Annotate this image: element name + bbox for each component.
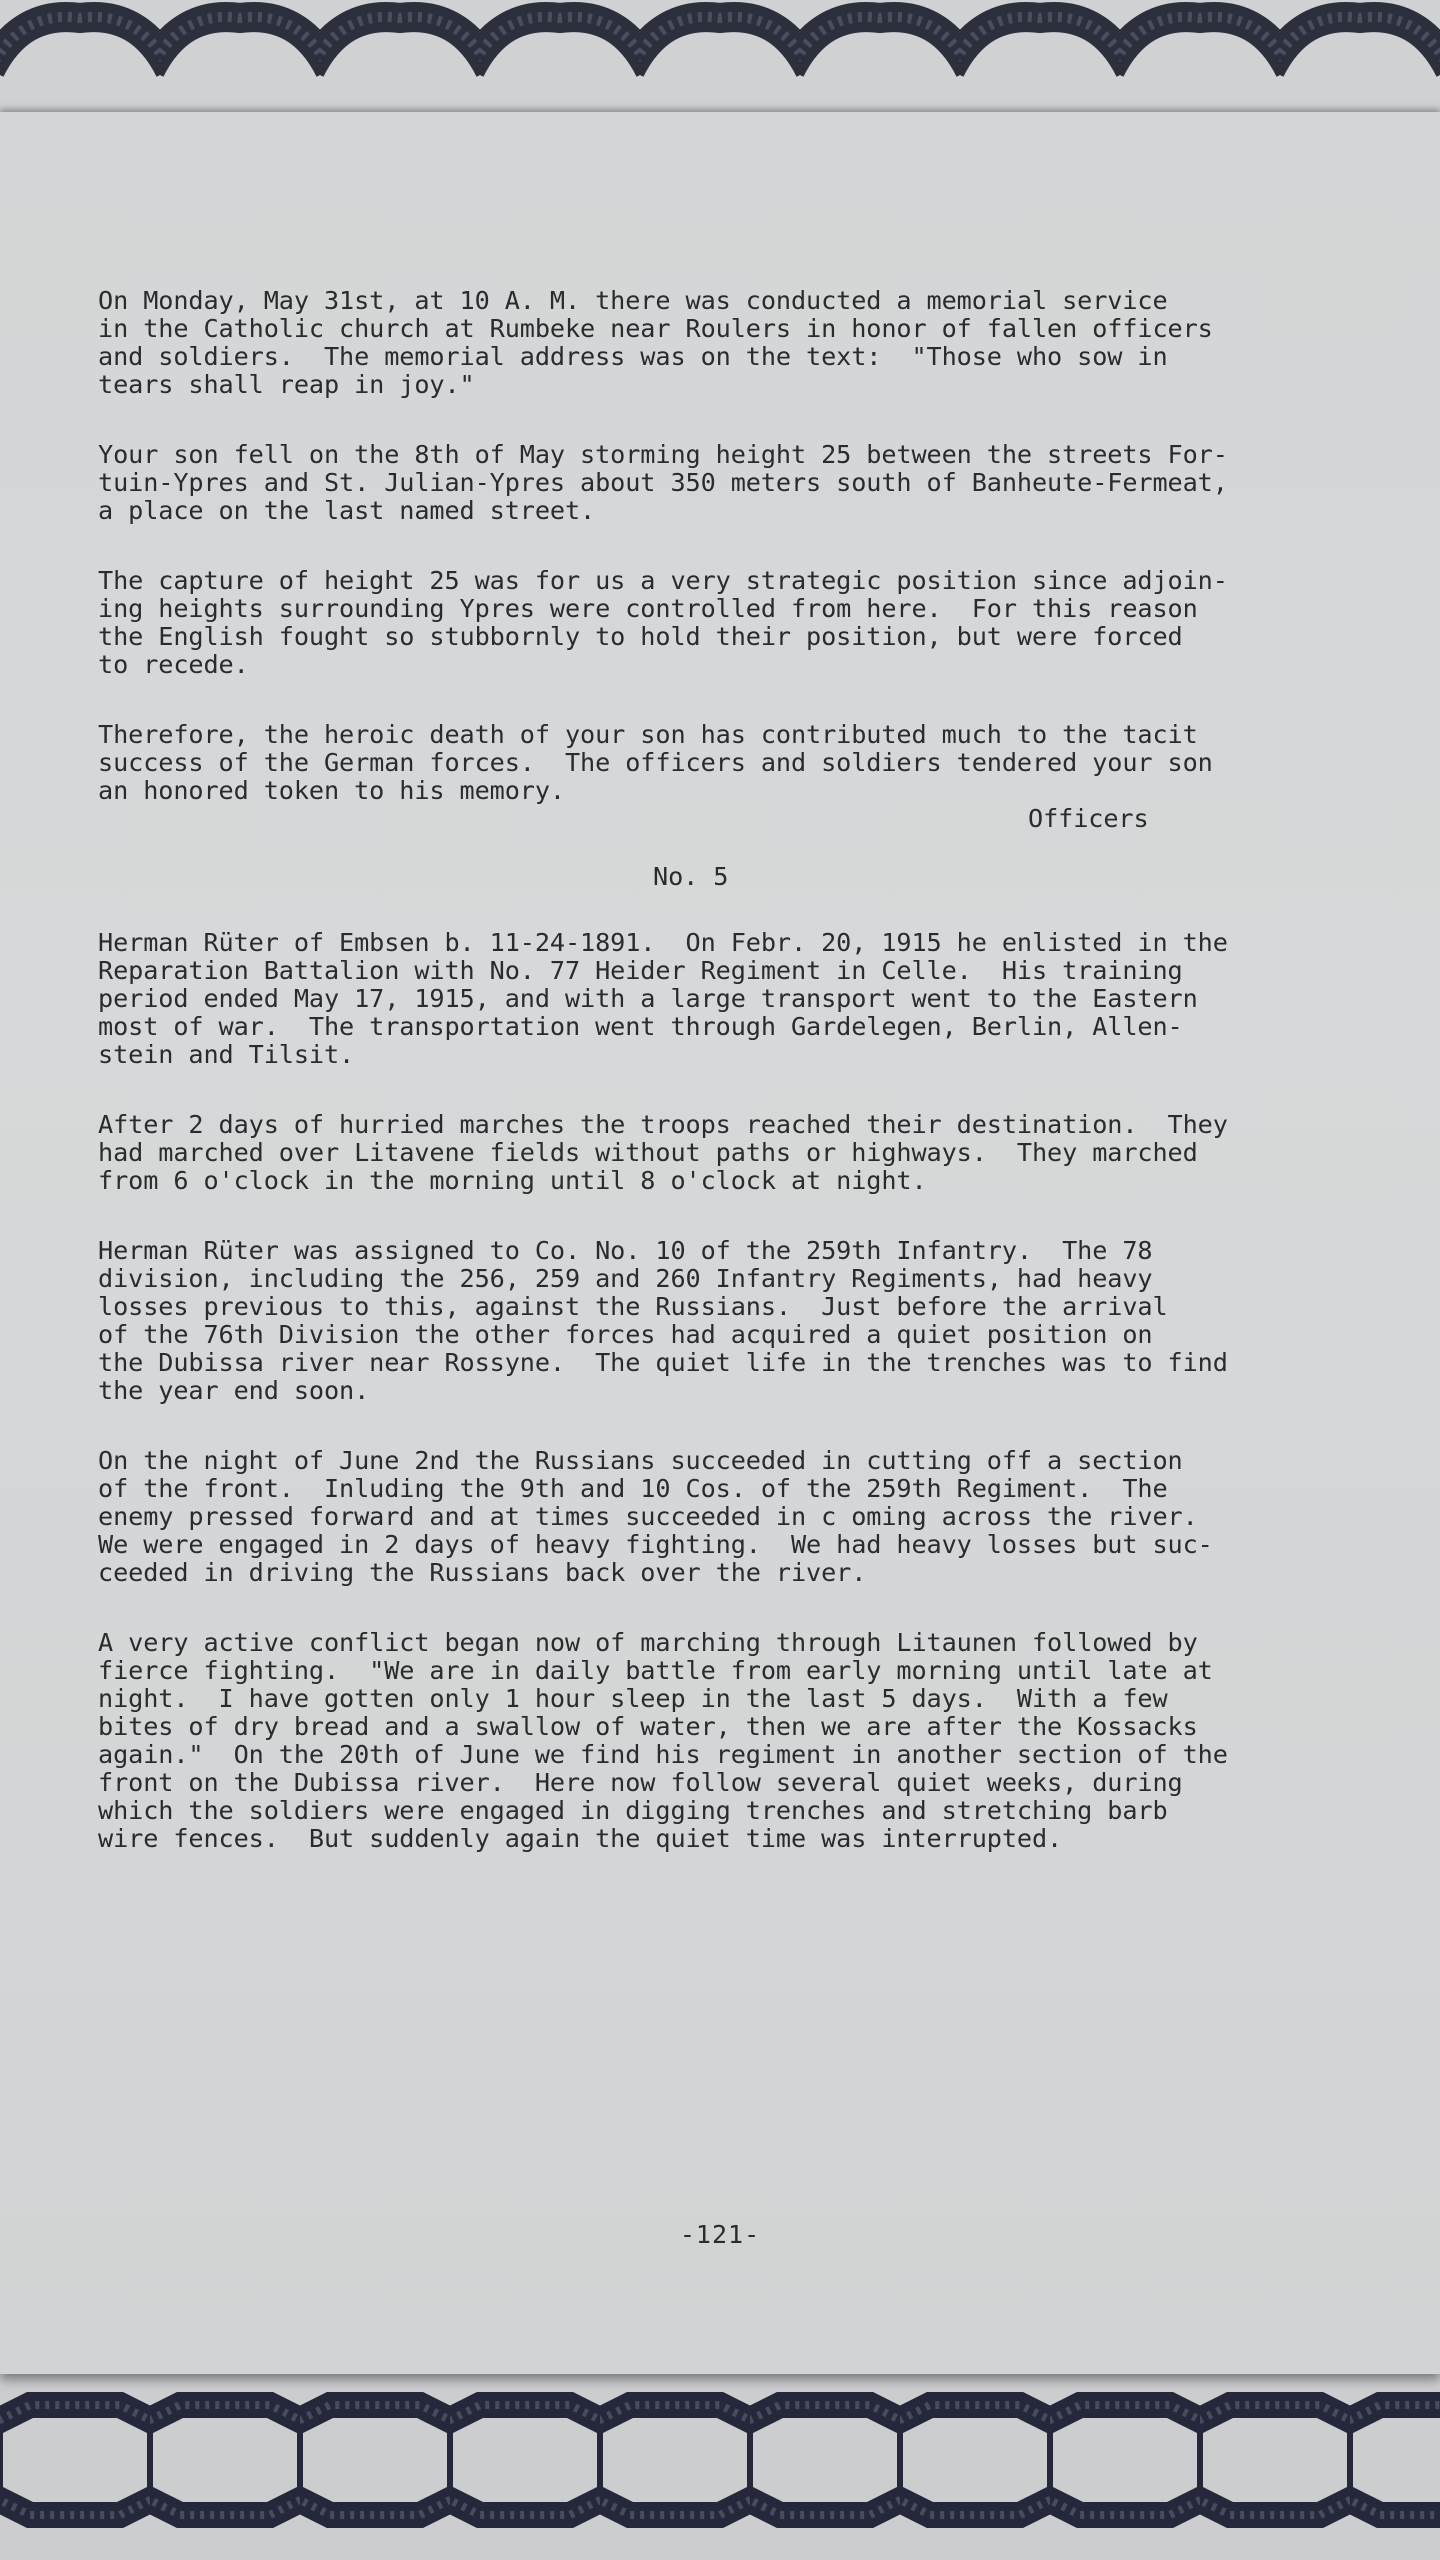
text-line: Herman Rüter was assigned to Co. No. 10 of the 259th Infantry. The 78 <box>98 1236 1153 1265</box>
text-line: which the soldiers were engaged in digging trenches and stretching barb <box>98 1796 1168 1825</box>
text-line: from 6 o'clock in the morning until 8 o'clock at night. <box>98 1166 927 1195</box>
paragraph-memorial-service <box>98 287 1358 399</box>
paragraph-herman-ruter-intro <box>98 929 1358 1069</box>
text-line: division, including the 256, 259 and 260 Infantry Regiments, had heavy <box>98 1264 1153 1293</box>
text-line: A very active conflict began now of marching through Litaunen followed by <box>98 1628 1198 1657</box>
text-line: Herman Rüter of Embsen b. 11-24-1891. On Febr. 20, 1915 he enlisted in the <box>98 928 1228 957</box>
text-line: again." On the 20th of June we find his regiment in another section of the <box>98 1740 1228 1769</box>
section-heading: No. 5 <box>653 862 729 891</box>
text-line: bites of dry bread and a swallow of water, then we are after the Kossacks <box>98 1712 1198 1741</box>
text-line: front on the Dubissa river. Here now follow several quiet weeks, during <box>98 1768 1183 1797</box>
paragraph-height-25 <box>98 567 1358 679</box>
text-line: in the Catholic church at Rumbeke near Roulers in honor of fallen officers <box>98 314 1213 343</box>
text-line: ceeded in driving the Russians back over the river. <box>98 1558 867 1587</box>
text-line: losses previous to this, against the Russians. Just before the arrival <box>98 1292 1168 1321</box>
text-line: tuin-Ypres and St. Julian-Ypres about 350 meters south of Banheute-Fermeat, <box>98 468 1228 497</box>
text-line: of the 76th Division the other forces had acquired a quiet position on <box>98 1320 1153 1349</box>
paragraph-son-fell <box>98 441 1358 525</box>
text-line: Therefore, the heroic death of your son has contributed much to the tacit <box>98 720 1198 749</box>
text-line: most of war. The transportation went through Gardelegen, Berlin, Allen- <box>98 1012 1183 1041</box>
paragraph-heroic-death <box>98 721 1358 805</box>
page-number: -121- <box>679 2220 761 2249</box>
text-line: The capture of height 25 was for us a very strategic position since adjoin- <box>98 566 1228 595</box>
tablecloth-top <box>0 0 1440 130</box>
signature-officers: Officers <box>1028 804 1149 833</box>
text-line: On Monday, May 31st, at 10 A. M. there was conducted a memorial service <box>98 286 1168 315</box>
text-line: had marched over Litavene fields without paths or highways. They marched <box>98 1138 1198 1167</box>
text-line: enemy pressed forward and at times succeeded in c oming across the river. <box>98 1502 1198 1531</box>
text-line: a place on the last named street. <box>98 496 596 525</box>
text-line: success of the German forces. The officers and soldiers tendered your son <box>98 748 1213 777</box>
paragraph-assignment <box>98 1237 1358 1405</box>
typed-page <box>0 112 1440 2374</box>
text-line: night. I have gotten only 1 hour sleep in the last 5 days. With a few <box>98 1684 1168 1713</box>
text-line: Reparation Battalion with No. 77 Heider Regiment in Celle. His training <box>98 956 1183 985</box>
tablecloth-bottom <box>0 2365 1440 2560</box>
text-line: Your son fell on the 8th of May storming height 25 between the streets For- <box>98 440 1228 469</box>
text-line: wire fences. But suddenly again the quiet time was interrupted. <box>98 1824 1063 1853</box>
text-line: the English fought so stubbornly to hold their position, but were forced <box>98 622 1183 651</box>
text-line: period ended May 17, 1915, and with a large transport went to the Eastern <box>98 984 1198 1013</box>
text-line: After 2 days of hurried marches the troops reached their destination. They <box>98 1110 1228 1139</box>
paragraph-active-conflict <box>98 1629 1358 1853</box>
text-line: the Dubissa river near Rossyne. The quiet life in the trenches was to find <box>98 1348 1228 1377</box>
paragraph-hurried-marches <box>98 1111 1358 1195</box>
page-body <box>98 287 1358 1853</box>
text-line: On the night of June 2nd the Russians succeeded in cutting off a section <box>98 1446 1183 1475</box>
text-line: and soldiers. The memorial address was on the text: "Those who sow in <box>98 342 1168 371</box>
text-line: tears shall reap in joy." <box>98 370 475 399</box>
text-line: We were engaged in 2 days of heavy fighting. We had heavy losses but suc- <box>98 1530 1213 1559</box>
text-line: to recede. <box>98 650 249 679</box>
text-line: the year end soon. <box>98 1376 370 1405</box>
text-line: fierce fighting. "We are in daily battle from early morning until late at <box>98 1656 1213 1685</box>
text-line: ing heights surrounding Ypres were controlled from here. For this reason <box>98 594 1198 623</box>
text-line: stein and Tilsit. <box>98 1040 355 1069</box>
text-line: of the front. Inluding the 9th and 10 Cos. of the 259th Regiment. The <box>98 1474 1168 1503</box>
paragraph-june-2nd <box>98 1447 1358 1587</box>
text-line: an honored token to his memory. <box>98 776 565 805</box>
